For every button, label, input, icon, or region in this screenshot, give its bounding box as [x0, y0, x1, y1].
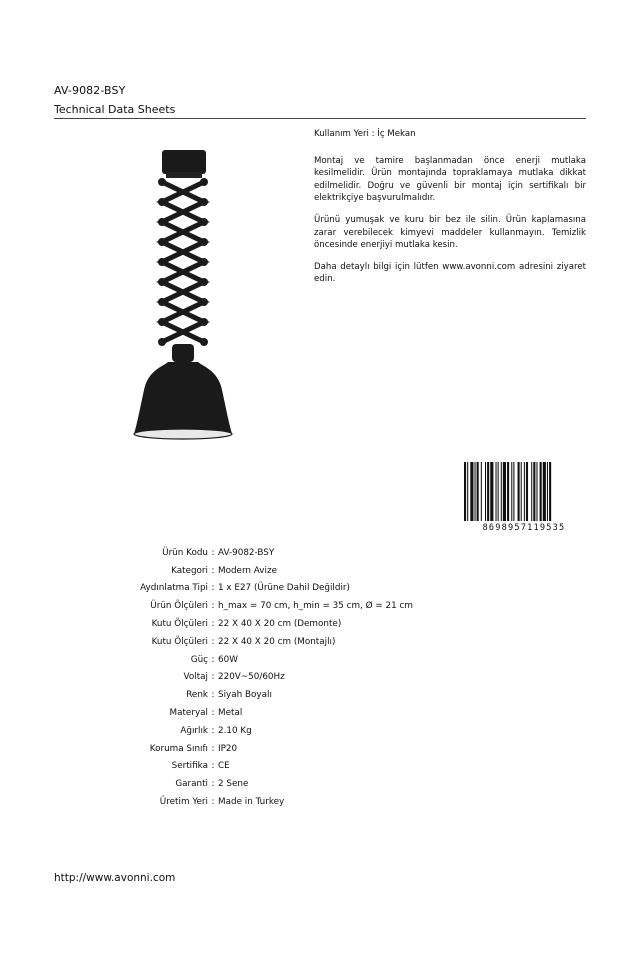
spec-separator: :: [211, 690, 215, 701]
spec-row: [54, 686, 474, 704]
barcode-bar: [498, 462, 499, 526]
spec-row: [54, 758, 474, 776]
barcode-bar: [503, 462, 506, 526]
barcode-bar: [531, 462, 532, 526]
spec-separator: :: [211, 725, 215, 736]
spec-value: Siyah Boyalı: [218, 690, 272, 701]
website-paragraph: Daha detaylı bilgi için lütfen www.avonni.com adresini ziyaret edin.: [314, 261, 586, 285]
spec-value: Made in Turkey: [218, 797, 285, 808]
spec-label: Güç: [190, 654, 208, 665]
barcode-bar: [518, 462, 520, 526]
spec-label: Kutu Ölçüleri: [151, 619, 208, 630]
spec-label: Kategori: [171, 565, 208, 576]
spec-value: 2 Sene: [218, 779, 249, 790]
spec-value: 60W: [218, 654, 238, 665]
barcode-bar: [526, 462, 528, 526]
barcode-bar: [524, 462, 525, 526]
spec-label: Renk: [186, 690, 208, 701]
spec-value: Modern Avize: [218, 565, 277, 576]
website-link[interactable]: http://www.avonni.com: [54, 872, 176, 884]
spec-separator: :: [211, 708, 215, 719]
barcode-bar: [536, 462, 537, 526]
safety-paragraph: Montaj ve tamire başlanmadan önce enerji mutlaka kesilmelidir. Ürün montajında topraklamaya mutlaka dikkat edilmelidir. Doğru ve güvenli bir montaj için sertifikalı bir elektrikçiye başvurulmalıdır.: [314, 155, 586, 204]
spec-row: [54, 651, 474, 669]
barcode-bar: [507, 462, 509, 526]
barcode-bar: [490, 462, 493, 526]
spec-label: Voltaj: [183, 672, 208, 683]
pendant-lamp-image: [128, 146, 236, 442]
spec-separator: :: [211, 743, 215, 754]
spec-value: IP20: [218, 743, 238, 754]
spec-separator: :: [211, 619, 215, 630]
barcode-bar: [481, 462, 482, 526]
spec-separator: :: [211, 761, 215, 772]
spec-row: [54, 740, 474, 758]
spec-value: Metal: [218, 708, 243, 719]
barcode-bar: [513, 462, 514, 526]
spec-row: [54, 562, 474, 580]
spec-label: Materyal: [169, 708, 208, 719]
barcode-bar: [501, 462, 502, 526]
spec-row: [54, 580, 474, 598]
spec-row: [54, 704, 474, 722]
document-header: [54, 84, 586, 116]
barcode-bar: [547, 462, 548, 526]
spec-value: 1 x E27 (Ürüne Dahil Değildir): [218, 583, 350, 594]
spec-value: 22 X 40 X 20 cm (Montajlı): [218, 636, 336, 647]
cleaning-paragraph: Ürünü yumuşak ve kuru bir bez ile silin. Ürün kaplamasına zarar verebilecek kimyevi maddeler kullanmayın. Temizlik öncesinde enerjiyi mutlaka kesin.: [314, 214, 586, 251]
spec-separator: :: [211, 601, 215, 612]
spec-separator: :: [211, 636, 215, 647]
spec-row: [54, 633, 474, 651]
spec-value: 2.10 Kg: [218, 725, 252, 736]
spec-row: [54, 775, 474, 793]
document-subtitle: Technical Data Sheets: [54, 103, 176, 116]
spec-separator: :: [211, 654, 215, 665]
barcode-bar: [464, 462, 466, 526]
barcode-bar: [496, 462, 497, 526]
barcode-digits: 8698957119535: [482, 523, 566, 532]
header-divider: [54, 118, 586, 119]
barcode-bar: [470, 462, 473, 526]
spec-label: Üretim Yeri: [159, 797, 208, 808]
specifications-table: [54, 544, 474, 811]
barcode-bar: [521, 462, 522, 526]
barcode-bar: [549, 462, 551, 526]
spec-separator: :: [211, 583, 215, 594]
spec-row: [54, 597, 474, 615]
usage-location: Kullanım Yeri : İç Mekan: [314, 129, 416, 139]
barcode-bar: [540, 462, 542, 526]
barcode-bar: [475, 462, 476, 526]
barcode-bar: [511, 462, 512, 526]
barcode-bar: [543, 462, 546, 526]
spec-row: [54, 669, 474, 687]
spec-value: AV-9082-BSY: [218, 547, 275, 558]
spec-row: [54, 615, 474, 633]
spec-row: [54, 722, 474, 740]
spec-label: Ürün Ölçüleri: [150, 601, 208, 612]
spec-separator: :: [211, 779, 215, 790]
barcode-bar: [487, 462, 489, 526]
spec-separator: :: [211, 797, 215, 808]
product-code-title: AV-9082-BSY: [54, 84, 126, 97]
spec-row: [54, 544, 474, 562]
spec-value: 220V~50/60Hz: [218, 672, 285, 683]
barcode-bar: [467, 462, 468, 526]
spec-separator: :: [211, 565, 215, 576]
spec-label: Kutu Ölçüleri: [151, 636, 208, 647]
spec-label: Ürün Kodu: [162, 547, 208, 558]
spec-label: Aydınlatma Tipi: [140, 583, 208, 594]
barcode-bar: [533, 462, 535, 526]
barcode-bars: [464, 462, 551, 526]
spec-label: Ağırlık: [180, 725, 208, 736]
spec-separator: :: [211, 672, 215, 683]
barcode: [462, 462, 586, 532]
spec-label: Garanti: [175, 779, 208, 790]
spec-separator: :: [211, 547, 215, 558]
spec-value: 22 X 40 X 20 cm (Demonte): [218, 619, 342, 630]
spec-value: CE: [218, 761, 230, 772]
barcode-bar: [477, 462, 479, 526]
spec-label: Koruma Sınıfı: [149, 743, 208, 754]
barcode-bar: [485, 462, 486, 526]
info-panel: [314, 128, 586, 295]
spec-row: [54, 793, 474, 811]
spec-label: Sertifika: [171, 761, 208, 772]
spec-value: h_max = 70 cm, h_min = 35 cm, Ø = 21 cm: [218, 601, 413, 612]
